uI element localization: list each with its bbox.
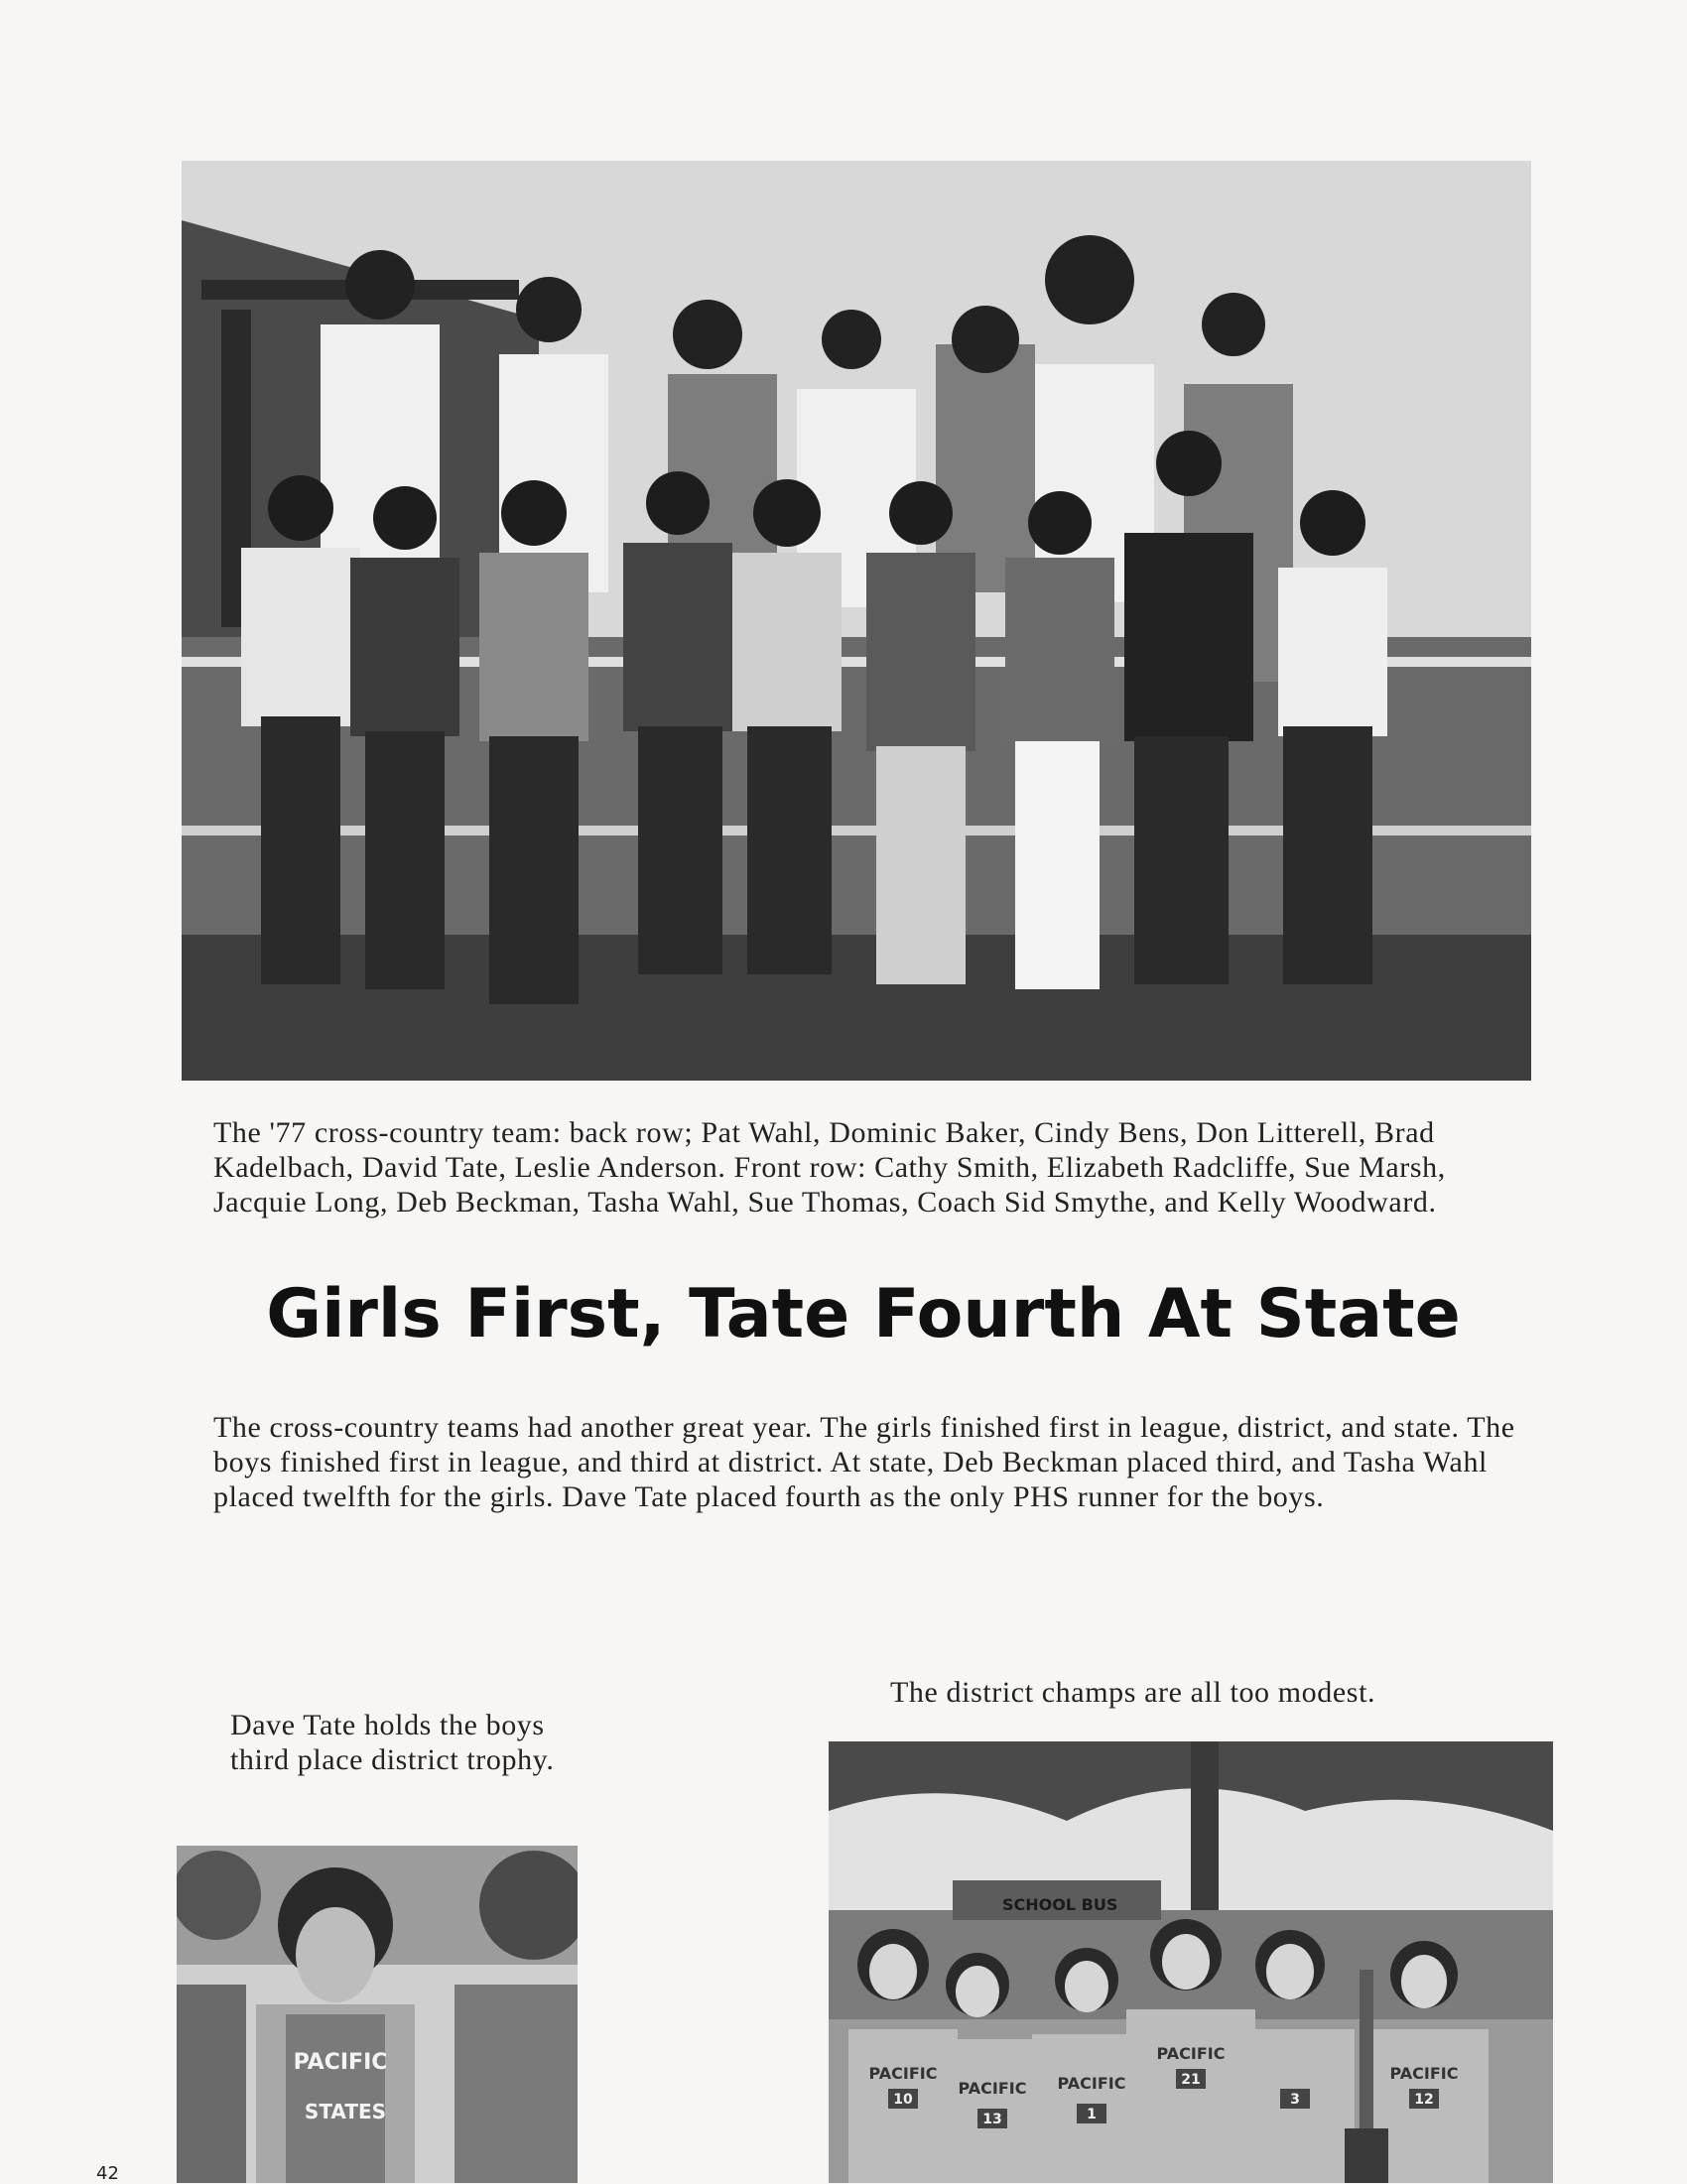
headline: Girls First, Tate Fourth At State xyxy=(266,1275,1461,1353)
runner-number-6: 12 xyxy=(1414,2092,1434,2108)
school-bus-sign: SCHOOL BUS xyxy=(1002,1895,1118,1914)
sweatshirt-text-5: PACIFIC xyxy=(1389,2064,1459,2083)
tate-shirt-text-2: STATES xyxy=(304,2100,387,2123)
sweatshirt-text-4: PACIFIC xyxy=(1156,2044,1226,2063)
runner-number-4: 21 xyxy=(1181,2072,1201,2088)
runner-number-1: 10 xyxy=(893,2092,913,2108)
tate-photo-caption: Dave Tate holds the boys third place district trophy. xyxy=(230,1709,555,1776)
tate-shirt-text-1: PACIFIC xyxy=(293,2050,388,2075)
tate-photo xyxy=(177,1846,578,2183)
page-number: 42 xyxy=(96,2163,119,2184)
team-photo-caption: The '77 cross-country team: back row; Pat Wahl, Dominic Baker, Cindy Bens, Don Litterell, Brad Kadelbach, David Tate, Leslie Anderson. Front row: Cathy Smith, Elizabeth Radcliffe, Sue Marsh, Jacquie Long, Deb Beckman, Tasha Wahl, Sue Thomas, Coach Sid Smythe, and Kelly Woodward. xyxy=(213,1116,1446,1219)
sweatshirt-text-1: PACIFIC xyxy=(868,2064,938,2083)
team-photo-drawing xyxy=(182,161,1531,1081)
champs-photo xyxy=(829,1741,1553,2183)
tate-photo-drawing xyxy=(177,1846,578,2183)
runner-number-3: 1 xyxy=(1087,2107,1097,2122)
runner-number-2: 13 xyxy=(982,2112,1002,2127)
champs-photo-caption: The district champs are all too modest. xyxy=(890,1676,1376,1709)
runner-number-5: 3 xyxy=(1290,2092,1300,2108)
champs-photo-drawing xyxy=(829,1741,1553,2183)
team-photo xyxy=(182,161,1531,1081)
article-body: The cross-country teams had another great year. The girls finished first in league, district, and state. The boys finished first in league, and third at district. At state, Deb Beckman placed third, and Tasha Wahl placed twelfth for the girls. Dave Tate placed fourth as the only PHS runner for the boys. xyxy=(213,1411,1515,1513)
sweatshirt-text-2: PACIFIC xyxy=(958,2079,1027,2098)
sweatshirt-text-3: PACIFIC xyxy=(1057,2074,1126,2093)
